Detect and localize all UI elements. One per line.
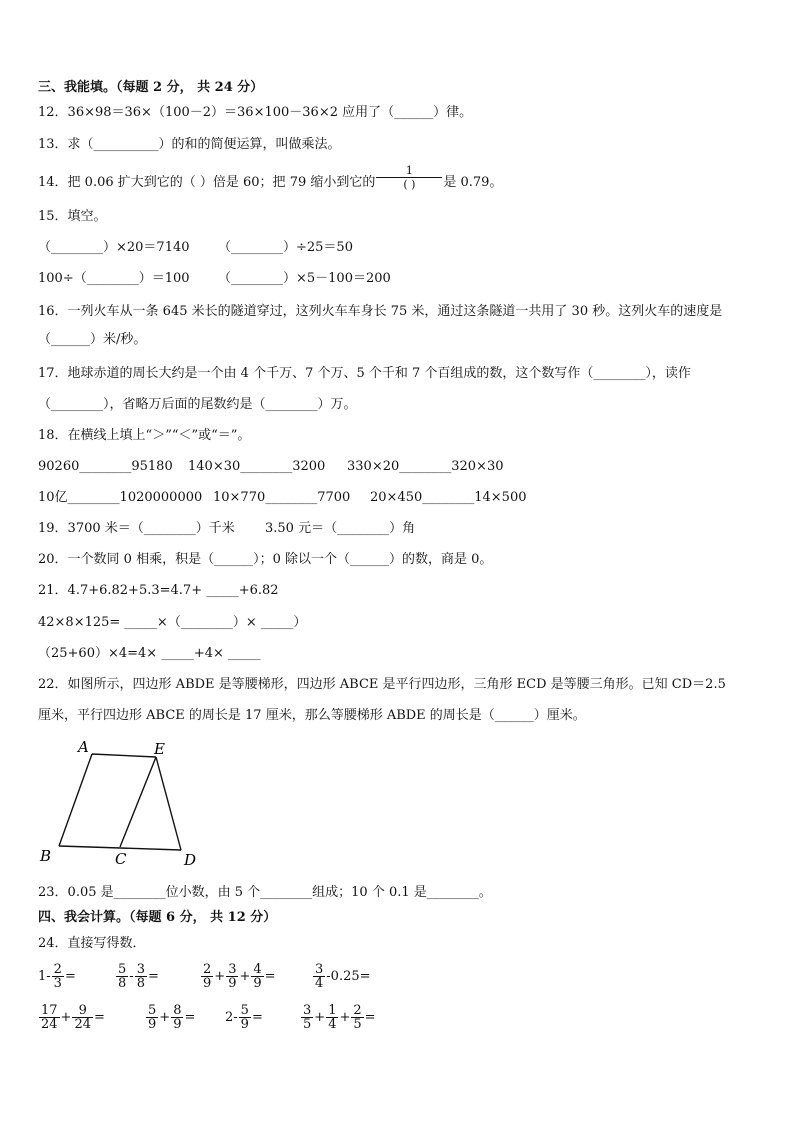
- den: 3: [53, 976, 62, 991]
- expr-2-frac1: [116, 963, 128, 990]
- question-24-stem: 24．直接写得数．: [38, 936, 146, 951]
- num: 5: [148, 1003, 157, 1018]
- question-14: [38, 164, 502, 191]
- expr-5: [38, 1004, 105, 1031]
- den: 9: [148, 1017, 157, 1032]
- expr-6: [145, 1004, 195, 1031]
- edge-EC: [120, 757, 156, 847]
- num: 8: [173, 1003, 182, 1018]
- op: +: [159, 1010, 171, 1025]
- num: 17: [41, 1003, 58, 1018]
- den: 8: [118, 976, 127, 991]
- label-B: B: [40, 847, 52, 865]
- edge-AE: [92, 754, 156, 757]
- expr-8-frac2: [326, 1004, 338, 1031]
- expr-2: [115, 963, 159, 990]
- q14-denominator: ( ): [403, 178, 416, 191]
- expr-8-frac1: [301, 1004, 313, 1031]
- q19-a: 19．3700 米＝（________）千米: [38, 521, 235, 536]
- den: 24: [74, 1017, 91, 1032]
- den: 9: [228, 976, 237, 991]
- num: 2: [353, 1003, 362, 1018]
- num: 3: [315, 962, 324, 977]
- post: -0.25=: [326, 969, 371, 984]
- q14-fraction: [376, 164, 442, 191]
- den: 8: [136, 976, 145, 991]
- den: 4: [328, 1017, 337, 1032]
- expr-1: [38, 963, 76, 990]
- question-17-line2: （________），省略万后面的尾数约是（________）万。: [38, 397, 357, 412]
- post: =: [184, 1010, 196, 1025]
- op: +: [239, 969, 251, 984]
- label-A: A: [78, 738, 89, 756]
- section-3-title: 三、我能填。（每题 2 分， 共 24 分）: [38, 80, 264, 95]
- num: 2: [203, 962, 212, 977]
- num: 3: [136, 962, 145, 977]
- q14-text: 14．把 0.06 扩大到它的（ ）倍是 60；把 79 缩小到它的: [38, 175, 376, 190]
- edge-AB: [59, 754, 92, 846]
- op: +: [339, 1010, 351, 1025]
- label-C: C: [115, 850, 127, 868]
- question-16-line2: （______）米/秒。: [38, 332, 147, 347]
- post: =: [364, 1010, 376, 1025]
- trapezoid-figure: [30, 735, 210, 870]
- expr-7-pre: 2-: [225, 1010, 238, 1025]
- q21-b: 42×8×125= _____×（________）× _____）: [38, 615, 307, 630]
- label-D: D: [184, 851, 197, 869]
- expr-6-frac1: [146, 1004, 158, 1031]
- q15-c: 100÷（________）＝100: [38, 271, 190, 286]
- q15-a: （________）×20＝7140: [38, 240, 190, 255]
- q14-tail: 是 0.79。: [443, 175, 503, 190]
- den: 9: [173, 1017, 182, 1032]
- post: =: [94, 1010, 105, 1025]
- question-15-stem: 15．填空。: [38, 209, 107, 224]
- expr-2-frac2: [135, 963, 147, 990]
- num: 3: [228, 962, 237, 977]
- q18-r2-b: 10×770________7700: [213, 490, 351, 505]
- expr-4-frac: [313, 963, 325, 990]
- expr-5-frac2: [72, 1004, 93, 1031]
- expr-3-frac1: [201, 963, 213, 990]
- expr-1-post: =: [64, 969, 76, 984]
- num: 4: [253, 962, 262, 977]
- post: =: [147, 969, 159, 984]
- den: 9: [253, 976, 262, 991]
- label-E: E: [154, 740, 165, 758]
- section-4-title: 四、我会计算。（每题 6 分， 共 12 分）: [38, 910, 277, 925]
- num: 2: [53, 962, 62, 977]
- expr-7-frac: [239, 1004, 251, 1031]
- den: 9: [203, 976, 212, 991]
- q18-r1-a: 90260________95180: [38, 459, 173, 474]
- q19-b: 3.50 元＝（________）角: [265, 521, 416, 536]
- num: 5: [118, 962, 127, 977]
- question-23: 23．0.05 是________位小数，由 5 个________组成；10 个 0.1 是________。: [38, 885, 492, 900]
- edge-ED: [156, 757, 181, 850]
- num: 1: [328, 1003, 337, 1018]
- den: 24: [41, 1017, 58, 1032]
- expr-7: [225, 1004, 263, 1031]
- q18-r1-c: 330×20________320×30: [347, 459, 504, 474]
- expr-5-frac1: [39, 1004, 60, 1031]
- q18-r2-a: 10亿________1020000000: [38, 490, 203, 505]
- den: 5: [353, 1017, 362, 1032]
- expr-8-frac3: [351, 1004, 363, 1031]
- question-22-line2: 厘米，平行四边形 ABCE 的周长是 17 厘米，那么等腰梯形 ABDE 的周长是（______）厘米。: [38, 708, 586, 723]
- question-16-line1: 16．一列火车从一条 645 米长的隧道穿过，这列火车车身长 75 米，通过这条隧道一共用了 30 秒。这列火车的速度是: [38, 304, 723, 319]
- expr-3-frac3: [251, 963, 263, 990]
- den: 4: [315, 976, 324, 991]
- op: +: [60, 1010, 72, 1025]
- expr-8: [300, 1004, 376, 1031]
- q21-a: 21．4.7+6.82+5.3=4.7+ _____+6.82: [38, 583, 279, 598]
- op: -: [129, 969, 134, 984]
- question-17-line1: 17．地球赤道的周长大约是一个由 4 个千万、7 个万、5 个千和 7 个百组成的数，这个数写作（________），读作: [38, 366, 691, 381]
- expr-1-frac: [52, 963, 64, 990]
- num: 5: [240, 1003, 249, 1018]
- num: 9: [72, 1004, 93, 1018]
- q15-d: （________）×5－100＝200: [218, 271, 391, 286]
- question-18-stem: 18．在横线上填上“＞”“＜”或“＝”。: [38, 428, 251, 443]
- post: =: [264, 969, 276, 984]
- den: 5: [303, 1017, 312, 1032]
- den: 9: [240, 1017, 249, 1032]
- q18-r1-b: 140×30________3200: [188, 459, 326, 474]
- expr-4: [312, 963, 371, 990]
- question-22-line1: 22．如图所示，四边形 ABDE 是等腰梯形，四边形 ABCE 是平行四边形，三角形 ECD 是等腰三角形。已知 CD＝2.5: [38, 677, 726, 692]
- expr-1-pre: 1-: [38, 969, 51, 984]
- q15-b: （________）÷25＝50: [218, 240, 353, 255]
- num: 3: [303, 1003, 312, 1018]
- expr-6-frac2: [171, 1004, 183, 1031]
- question-13: 13．求（__________）的和的简便运算，叫做乘法。: [38, 137, 341, 152]
- question-20: 20．一个数同 0 相乘，积是（______）；0 除以一个（______）的数，商是 0。: [38, 552, 493, 567]
- q18-r2-c: 20×450________14×500: [370, 490, 527, 505]
- post: =: [251, 1010, 263, 1025]
- op: +: [314, 1010, 326, 1025]
- q14-numerator: 1: [376, 164, 442, 178]
- question-12: 12．36×98＝36×（100－2）＝36×100－36×2 应用了（______）律。: [38, 105, 473, 120]
- op: +: [214, 969, 226, 984]
- expr-3-frac2: [226, 963, 238, 990]
- expr-3: [200, 963, 276, 990]
- q21-c: （25+60）×4=4× _____+4× _____: [38, 646, 261, 661]
